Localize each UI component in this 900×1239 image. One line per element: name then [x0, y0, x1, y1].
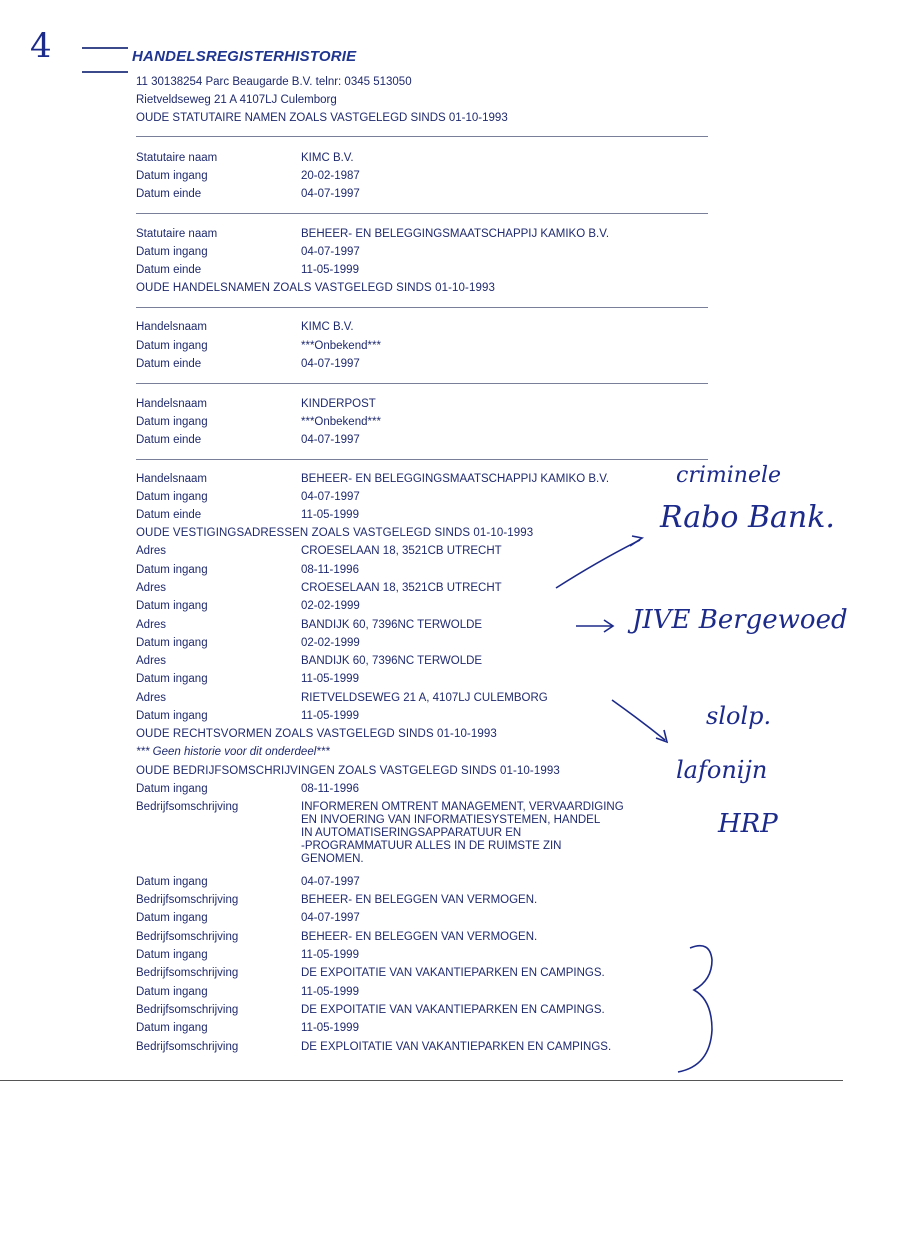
field-value: BANDIJK 60, 7396NC TERWOLDE	[301, 655, 483, 667]
document-title: HANDELSREGISTERHISTORIE	[132, 48, 357, 65]
section-heading-statutaire-namen: OUDE STATUTAIRE NAMEN ZOALS VASTGELEGD SINDS 01-10-1993	[136, 112, 508, 124]
field-label: Datum ingang	[136, 673, 208, 685]
field-value: KINDERPOST	[301, 398, 376, 410]
field-label: Adres	[136, 582, 167, 594]
page-number: 4	[30, 26, 52, 66]
field-value: DE EXPLOITATIE VAN VAKANTIEPARKEN EN CAMPINGS.	[301, 1041, 612, 1053]
field-value: BEHEER- EN BELEGGEN VAN VERMOGEN.	[301, 931, 538, 943]
handwritten-arrow-icon	[612, 700, 665, 740]
handwritten-note-lafonijn: lafonijn	[676, 756, 768, 784]
arrowhead-icon	[630, 536, 642, 546]
field-value: ***Onbekend***	[301, 340, 381, 352]
handwritten-note-criminele: criminele	[676, 463, 782, 488]
field-label: Datum einde	[136, 358, 202, 370]
section-heading-rechtsvormen: OUDE RECHTSVORMEN ZOALS VASTGELEGD SINDS 01-10-1993	[136, 728, 497, 740]
field-label: Datum ingang	[136, 783, 208, 795]
handwritten-note-rabobank: Rabo Bank.	[660, 500, 835, 535]
field-value: 20-02-1987	[301, 170, 360, 182]
field-value: 02-02-1999	[301, 600, 360, 612]
field-label: Bedrijfsomschrijving	[136, 967, 239, 979]
field-value: 11-05-1999	[301, 264, 359, 276]
field-value: 04-07-1997	[301, 358, 360, 370]
field-value: 11-05-1999	[301, 509, 359, 521]
field-label: Datum ingang	[136, 986, 208, 998]
field-label: Datum einde	[136, 264, 202, 276]
field-label: Datum ingang	[136, 170, 208, 182]
field-label: Datum ingang	[136, 564, 208, 576]
header-company-line: 11 30138254 Parc Beaugarde B.V. telnr: 0345 513050	[136, 76, 412, 88]
field-value: INFORMEREN OMTRENT MANAGEMENT, VERVAARDIGING EN INVOERING VAN INFORMATIESYSTEMEN, HANDEL IN AUTOMATISERINGSAPPARATUUR EN -PROGRAMMATUUR ALLES IN DE RUIMSTE ZIN GENOMEN.	[301, 801, 624, 865]
field-value: 11-05-1999	[301, 1022, 359, 1034]
field-value: DE EXPOITATIE VAN VAKANTIEPARKEN EN CAMPINGS.	[301, 967, 605, 979]
field-value: 04-07-1997	[301, 434, 360, 446]
field-value: 11-05-1999	[301, 949, 359, 961]
field-label: Statutaire naam	[136, 152, 218, 164]
no-history-note: *** Geen historie voor dit onderdeel***	[136, 746, 330, 758]
field-label: Datum ingang	[136, 1022, 208, 1034]
field-value: 04-07-1997	[301, 876, 360, 888]
field-value: CROESELAAN 18, 3521CB UTRECHT	[301, 545, 502, 557]
handwritten-note-slolp: slolp.	[706, 702, 772, 730]
divider	[136, 307, 708, 308]
field-value: 02-02-1999	[301, 637, 360, 649]
field-label: Statutaire naam	[136, 228, 218, 240]
field-label: Datum ingang	[136, 876, 208, 888]
logo-bar-bottom	[82, 71, 128, 73]
field-value: KIMC B.V.	[301, 321, 354, 333]
field-value: RIETVELDSEWEG 21 A, 4107LJ CULEMBORG	[301, 692, 548, 704]
handwritten-note-jive: JIVE Bergewoed	[632, 605, 848, 635]
field-label: Bedrijfsomschrijving	[136, 931, 239, 943]
field-label: Datum ingang	[136, 710, 208, 722]
field-value: BANDIJK 60, 7396NC TERWOLDE	[301, 619, 483, 631]
field-value: 08-11-1996	[301, 564, 359, 576]
arrowhead-icon	[604, 620, 613, 632]
field-label: Adres	[136, 619, 167, 631]
section-heading-handelsnamen: OUDE HANDELSNAMEN ZOALS VASTGELEGD SINDS 01-10-1993	[136, 282, 495, 294]
field-value: BEHEER- EN BELEGGINGSMAATSCHAPPIJ KAMIKO B.V.	[301, 473, 610, 485]
divider	[136, 213, 708, 214]
field-value: 04-07-1997	[301, 246, 360, 258]
field-label: Datum ingang	[136, 600, 208, 612]
divider	[136, 383, 708, 384]
field-label: Handelsnaam	[136, 398, 207, 410]
field-label: Bedrijfsomschrijving	[136, 1004, 239, 1016]
field-value: DE EXPOITATIE VAN VAKANTIEPARKEN EN CAMPINGS.	[301, 1004, 605, 1016]
field-label: Datum ingang	[136, 912, 208, 924]
field-label: Bedrijfsomschrijving	[136, 1041, 239, 1053]
field-label: Datum ingang	[136, 340, 208, 352]
handwritten-note-hrp: HRP	[718, 809, 778, 839]
field-label: Datum ingang	[136, 416, 208, 428]
field-label: Adres	[136, 545, 167, 557]
logo-bar-top	[82, 47, 128, 49]
field-value: KIMC B.V.	[301, 152, 354, 164]
divider	[136, 459, 708, 460]
field-value: CROESELAAN 18, 3521CB UTRECHT	[301, 582, 502, 594]
field-value: 11-05-1999	[301, 986, 359, 998]
page-bottom-rule	[0, 1080, 843, 1081]
field-label: Datum ingang	[136, 949, 208, 961]
handwritten-arrow-icon	[556, 540, 640, 588]
field-label: Datum ingang	[136, 637, 208, 649]
field-label: Bedrijfsomschrijving	[136, 801, 239, 813]
field-label: Datum einde	[136, 188, 202, 200]
field-label: Datum einde	[136, 509, 202, 521]
handwritten-brace-icon	[678, 946, 712, 1072]
field-value: 11-05-1999	[301, 673, 359, 685]
section-heading-vestigingsadressen: OUDE VESTIGINGSADRESSEN ZOALS VASTGELEGD SINDS 01-10-1993	[136, 527, 534, 539]
field-value: 04-07-1997	[301, 912, 360, 924]
field-value: 04-07-1997	[301, 491, 360, 503]
arrowhead-icon	[656, 730, 667, 742]
field-label: Datum einde	[136, 434, 202, 446]
field-value: 08-11-1996	[301, 783, 359, 795]
field-value: BEHEER- EN BELEGGINGSMAATSCHAPPIJ KAMIKO B.V.	[301, 228, 610, 240]
field-label: Handelsnaam	[136, 473, 207, 485]
field-value: 04-07-1997	[301, 188, 360, 200]
field-value: BEHEER- EN BELEGGEN VAN VERMOGEN.	[301, 894, 538, 906]
field-label: Adres	[136, 655, 167, 667]
field-label: Datum ingang	[136, 246, 208, 258]
field-label: Handelsnaam	[136, 321, 207, 333]
divider	[136, 136, 708, 137]
field-label: Datum ingang	[136, 491, 208, 503]
section-heading-bedrijfsomschrijvingen: OUDE BEDRIJFSOMSCHRIJVINGEN ZOALS VASTGELEGD SINDS 01-10-1993	[136, 765, 560, 777]
field-value: ***Onbekend***	[301, 416, 381, 428]
field-label: Adres	[136, 692, 167, 704]
header-address-line: Rietveldseweg 21 A 4107LJ Culemborg	[136, 94, 337, 106]
field-value: 11-05-1999	[301, 710, 359, 722]
field-label: Bedrijfsomschrijving	[136, 894, 239, 906]
